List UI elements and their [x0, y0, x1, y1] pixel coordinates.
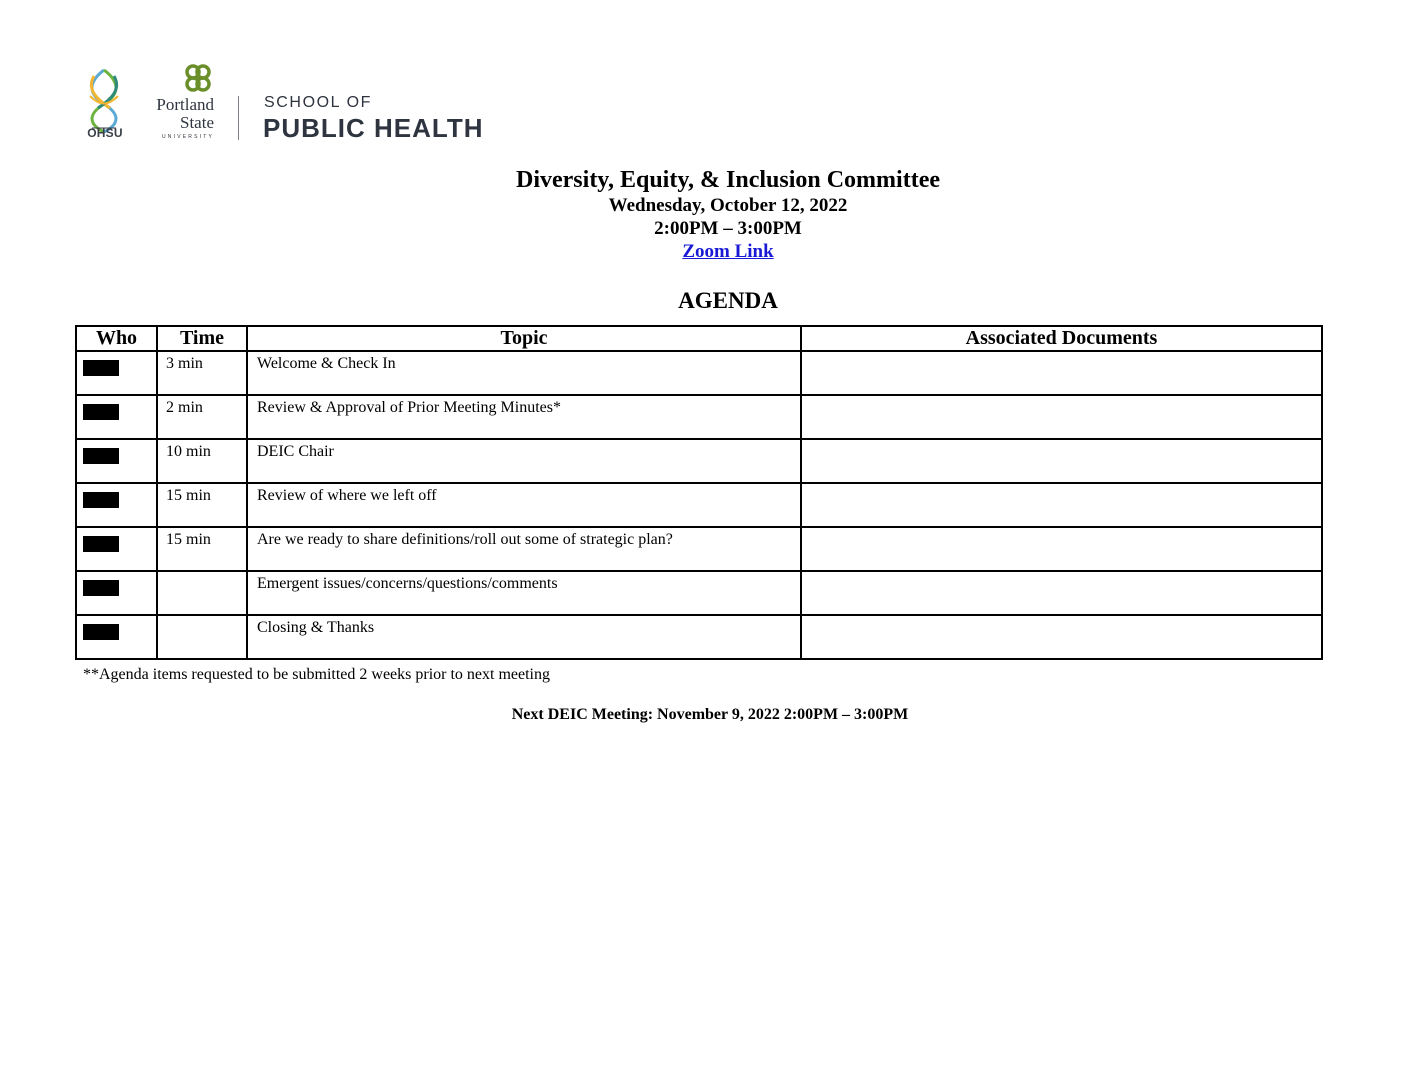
column-header-who: Who	[76, 326, 157, 351]
who-cell	[76, 527, 157, 571]
topic-cell: Are we ready to share definitions/roll out some of strategic plan?	[247, 527, 801, 571]
who-cell	[76, 571, 157, 615]
ohsu-logo-text: OHSU	[87, 126, 123, 140]
time-cell: 10 min	[157, 439, 247, 483]
meeting-header	[426, 166, 1030, 263]
meeting-time: 2:00PM – 3:00PM	[654, 218, 802, 239]
table-row	[76, 351, 1322, 395]
meeting-date: Wednesday, October 12, 2022	[608, 195, 848, 216]
table-row	[76, 395, 1322, 439]
psu-logo-university: UNIVERSITY	[161, 134, 214, 140]
table-row	[76, 439, 1322, 483]
time-cell	[157, 615, 247, 659]
who-cell	[76, 351, 157, 395]
redaction-block	[83, 404, 119, 420]
time-cell: 15 min	[157, 483, 247, 527]
documents-cell	[801, 439, 1322, 483]
documents-cell	[801, 395, 1322, 439]
school-of-text: SCHOOL OF	[264, 94, 373, 111]
who-cell	[76, 395, 157, 439]
table-row	[76, 615, 1322, 659]
logo-header	[80, 62, 510, 144]
column-header-documents: Associated Documents	[801, 326, 1322, 351]
documents-cell	[801, 483, 1322, 527]
table-row	[76, 527, 1322, 571]
time-cell: 2 min	[157, 395, 247, 439]
psu-logo-portland: Portland	[156, 95, 214, 114]
column-header-topic: Topic	[247, 326, 801, 351]
psu-logo-state: State	[180, 113, 214, 132]
time-cell: 3 min	[157, 351, 247, 395]
documents-cell	[801, 571, 1322, 615]
committee-title: Diversity, Equity, & Inclusion Committee	[516, 167, 940, 193]
who-cell	[76, 439, 157, 483]
agenda-footnote: **Agenda items requested to be submitted 2 weeks prior to next meeting	[83, 666, 550, 683]
column-header-time: Time	[157, 326, 247, 351]
table-row	[76, 571, 1322, 615]
next-meeting-line: Next DEIC Meeting: November 9, 2022 2:00PM – 3:00PM	[511, 706, 909, 723]
topic-cell: Emergent issues/concerns/questions/comments	[247, 571, 801, 615]
redaction-block	[83, 624, 119, 640]
topic-cell: Welcome & Check In	[247, 351, 801, 395]
time-cell	[157, 571, 247, 615]
redaction-block	[83, 580, 119, 596]
zoom-link[interactable]: Zoom Link	[682, 241, 774, 262]
table-row	[76, 483, 1322, 527]
topic-cell: DEIC Chair	[247, 439, 801, 483]
documents-cell	[801, 527, 1322, 571]
redaction-block	[83, 360, 119, 376]
agenda-table	[75, 325, 1323, 660]
topic-cell: Closing & Thanks	[247, 615, 801, 659]
redaction-block	[83, 448, 119, 464]
documents-cell	[801, 615, 1322, 659]
topic-cell: Review & Approval of Prior Meeting Minutes*	[247, 395, 801, 439]
who-cell	[76, 483, 157, 527]
table-header-row	[76, 326, 1322, 351]
who-cell	[76, 615, 157, 659]
logo-divider	[238, 96, 239, 140]
topic-cell: Review of where we left off	[247, 483, 801, 527]
psu-logo-icon	[180, 62, 216, 96]
time-cell: 15 min	[157, 527, 247, 571]
documents-cell	[801, 351, 1322, 395]
agenda-heading: AGENDA	[678, 288, 778, 313]
public-health-text: PUBLIC HEALTH	[263, 113, 484, 143]
redaction-block	[83, 492, 119, 508]
redaction-block	[83, 536, 119, 552]
